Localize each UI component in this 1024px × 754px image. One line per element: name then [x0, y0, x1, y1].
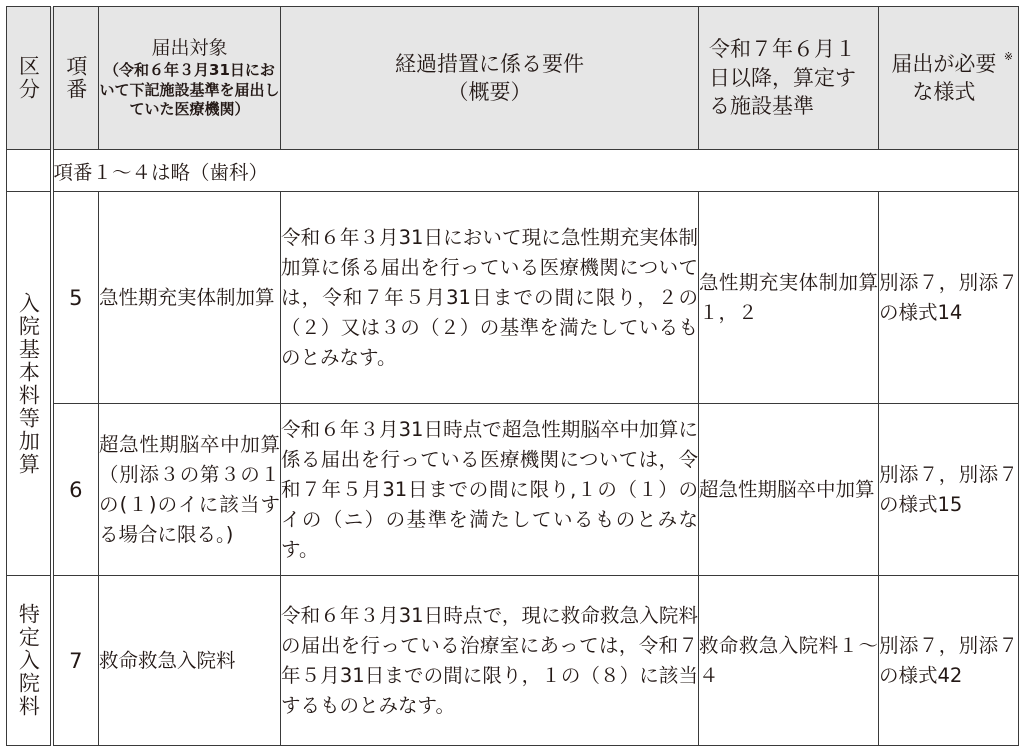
- header-target-note: （令和６年３月31日において下記施設基準を届出していた医療機関）: [99, 61, 280, 119]
- item-number: 6: [52, 404, 99, 576]
- requirement-cell: 令和６年３月31日時点で超急性期脳卒中加算に係る届出を行っている医療機関については，令和７年５月31日までの間に限り,１の（１）のイの（ニ）の基準を満たしているものとみなす。: [281, 404, 699, 576]
- omitted-category-cell: [7, 150, 52, 192]
- requirement-cell: 令和６年３月31日時点で，現に救命救急入院料の届出を行っている治療室にあっては，令和７年５月31日までの間に限り，１の（８）に該当するものとみなす。: [281, 576, 699, 746]
- forms-cell: 別添７，別添７の様式15: [879, 404, 1019, 576]
- header-row: [7, 7, 1019, 150]
- header-standard-line2: 日以降，算定す: [709, 65, 856, 90]
- forms-cell: 別添７，別添７の様式42: [879, 576, 1019, 746]
- header-requirement: [281, 7, 699, 150]
- header-category: [7, 7, 52, 150]
- target-cell: 超急性期脳卒中加算（別添３の第３の１の(１)のイに該当する場合に限る。): [99, 404, 281, 576]
- standard-cell: 急性期充実体制加算１，２: [699, 192, 879, 404]
- forms-cell: 別添７，別添７の様式14: [879, 192, 1019, 404]
- header-standard: [699, 7, 879, 150]
- category-cell: [7, 576, 52, 746]
- category-label: 入院基本料等加算: [16, 291, 41, 476]
- header-target: [99, 7, 281, 150]
- standard-cell: 救命救急入院料１～４: [699, 576, 879, 746]
- category-cell: [7, 192, 52, 576]
- header-target-title: 届出対象: [151, 37, 228, 60]
- category-label: 特定入院料: [16, 603, 41, 718]
- omitted-row: [7, 150, 1019, 192]
- header-forms: [879, 7, 1019, 150]
- target-cell: 急性期充実体制加算: [99, 192, 281, 404]
- header-standard-line3: る施設基準: [709, 94, 814, 119]
- table-row: [7, 192, 1019, 404]
- target-cell: 救命救急入院料: [99, 576, 281, 746]
- omitted-note: 項番１～４は略（歯科）: [52, 150, 1019, 192]
- requirement-cell: 令和６年３月31日において現に急性期充実体制加算に係る届出を行っている医療機関については，令和７年５月31日までの間に限り，２の（２）又は３の（２）の基準を満たしているものとみなす。: [281, 192, 699, 404]
- table-row: [7, 404, 1019, 576]
- item-number: 5: [52, 192, 99, 404]
- table-row: [7, 576, 1019, 746]
- header-forms-mark: ※: [1003, 49, 1014, 63]
- header-standard-line1: 令和７年６月１: [709, 37, 856, 62]
- header-forms-label: 届出が必要な様式: [891, 51, 997, 104]
- header-category-label: 区分: [16, 55, 41, 101]
- item-number: 7: [52, 576, 99, 746]
- header-item-no: [52, 7, 99, 150]
- header-item-no-label: 項番: [63, 55, 88, 101]
- transitional-measures-table: [6, 6, 1019, 746]
- header-requirement-label: 経過措置に係る要件（概要）: [395, 51, 584, 104]
- standard-cell: 超急性期脳卒中加算: [699, 404, 879, 576]
